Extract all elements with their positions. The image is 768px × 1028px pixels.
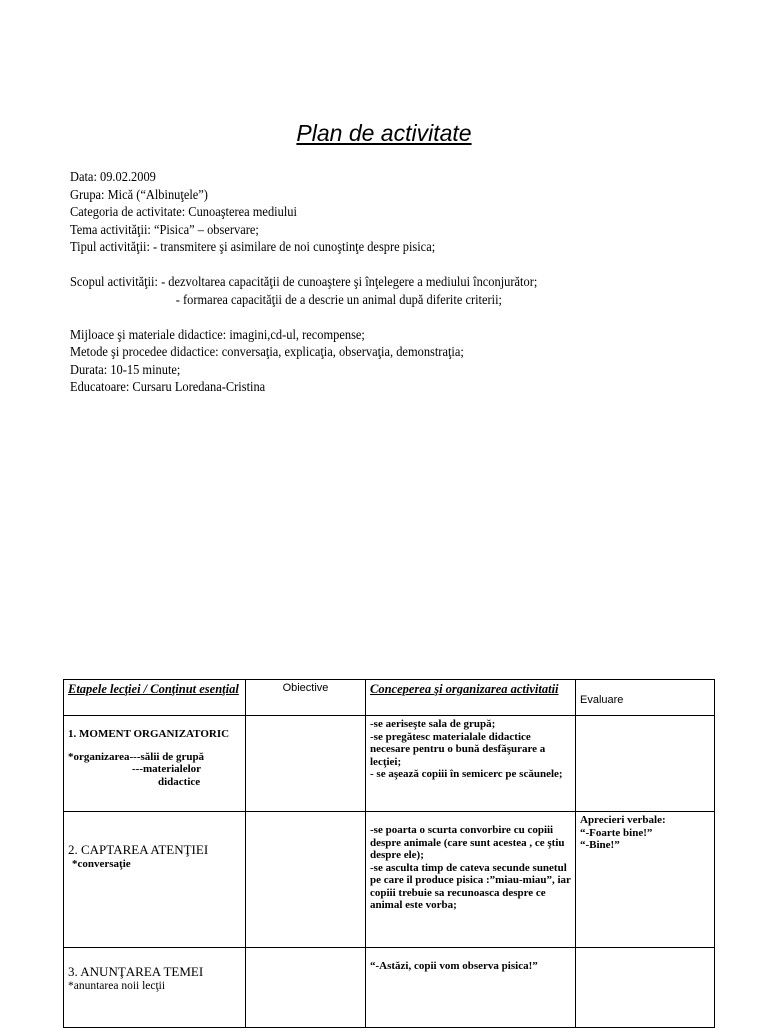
info-categoria: Categoria de activitate: Cunoaşterea mediului — [70, 204, 297, 219]
cell-evaluare — [576, 716, 715, 812]
info-durata: Durata: 10-15 minute; — [70, 361, 181, 377]
info-data: Data: 09.02.2009 — [70, 169, 156, 184]
info-metode: Metode şi procedee didactice: conversaţia, explicaţia, observaţia, demonstraţia; — [70, 344, 464, 359]
info-educatoare: Educatoare: Cursaru Loredana-Cristina — [70, 379, 266, 394]
info-scopul-2: - formarea capacităţii de a descrie un animal după diferite criterii; — [175, 291, 503, 307]
info-tipul: Tipul activităţii: - transmitere şi asimilare de noi cunoştinţe despre pisica; — [70, 239, 436, 254]
etapa-title: 1. MOMENT ORGANIZATORIC — [68, 728, 230, 740]
activity-info — [70, 168, 537, 396]
etapa-line: didactice — [158, 775, 201, 788]
cell-conceperea — [366, 812, 576, 948]
conceperea-line: -se pregătesc materialale didactice necesare pentru o bună desfăşurare a lecţiei; — [370, 730, 546, 768]
cell-conceperea — [366, 716, 576, 812]
header-obiective: Obiective — [246, 680, 366, 716]
lesson-table — [63, 679, 715, 1028]
spacer — [70, 256, 537, 274]
etapa-line: *conversaţie — [72, 858, 131, 870]
conceperea-line: “-Astăzi, copii vom observa pisica!” — [370, 960, 538, 972]
evaluare-line: Aprecieri verbale: — [580, 814, 666, 826]
etapa-title: 2. CAPTAREA ATENŢIEI — [68, 842, 209, 857]
etapa-line: *organizarea---sălii de grupă — [68, 750, 205, 763]
etapa-line: ---materialelor — [132, 763, 202, 775]
cell-conceperea — [366, 948, 576, 1028]
info-mijloace: Mijloace şi materiale didactice: imagini,cd-ul, recompense; — [70, 326, 365, 342]
cell-evaluare — [576, 948, 715, 1028]
conceperea-line: -se poarta o scurta convorbire cu copiii despre animale (care sunt acestea , ce ştiu despre ele); — [370, 824, 565, 861]
evaluare-line: “-Bine!” — [580, 839, 620, 851]
conceperea-line: - se aşează copiii în semicerc pe scăunele; — [370, 768, 563, 780]
page-title: Plan de activitate — [296, 120, 472, 146]
evaluare-line: “-Foarte bine!” — [580, 826, 653, 839]
cell-etapa — [64, 716, 246, 812]
etapa-line: *anuntarea noii lecţii — [68, 980, 166, 992]
cell-obiective — [246, 812, 366, 948]
conceperea-line: -se aeriseşte sala de grupă; — [370, 718, 496, 730]
spacer — [70, 308, 537, 326]
header-conceperea: Conceperea şi organizarea activitatii — [366, 680, 576, 716]
cell-etapa — [64, 948, 246, 1028]
conceperea-line: -se asculta timp de cateva secunde sunetul pe care il produce pisica :”miau-miau”, iar copiii trebuie sa recunoasca despre ce animal este vorba; — [370, 861, 571, 911]
cell-evaluare — [576, 812, 715, 948]
table-row — [64, 948, 715, 1028]
info-grupa: Grupa: Mică (“Albinuţele”) — [70, 186, 208, 202]
etapa-title: 3. ANUNŢAREA TEMEI — [68, 964, 204, 979]
cell-obiective — [246, 948, 366, 1028]
info-tema: Tema activităţii: “Pisica” – observare; — [70, 221, 259, 237]
table-row — [64, 716, 715, 812]
cell-obiective — [246, 716, 366, 812]
header-evaluare: Evaluare — [576, 680, 715, 716]
info-scopul-1: Scopul activităţii: - dezvoltarea capacităţii de cunoaştere şi înţelegere a mediului înconjurător; — [70, 274, 538, 289]
table-header-row — [64, 680, 715, 716]
cell-etapa — [64, 812, 246, 948]
header-etape: Etapele lecţiei / Conţinut esenţial — [64, 680, 246, 716]
table-row — [64, 812, 715, 948]
